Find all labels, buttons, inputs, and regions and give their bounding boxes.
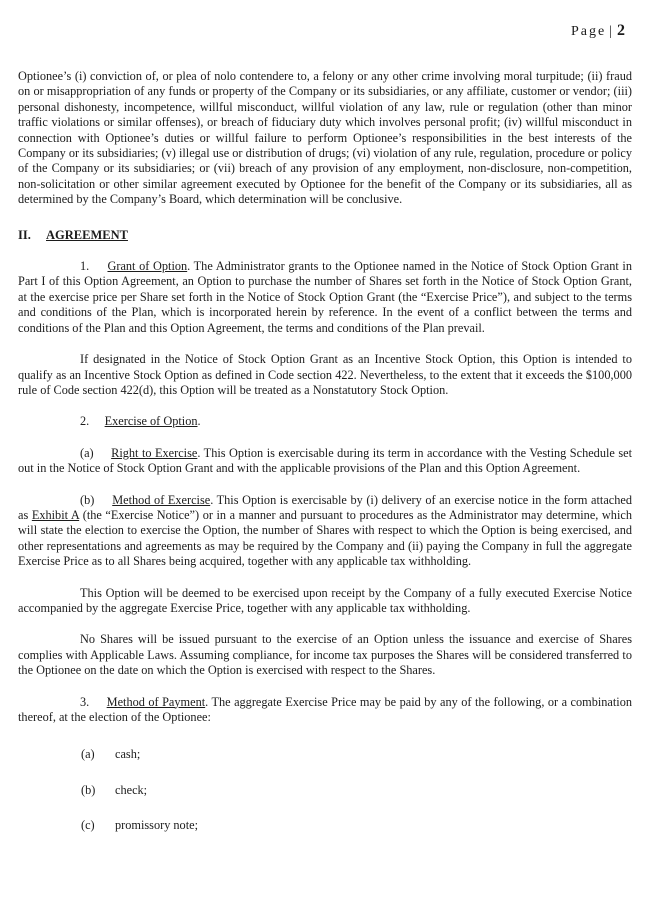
- item-text: . The Administrator grants to the Optionee named in the Notice of Stock Option Grant in Part I of this Option Agreement, an Option to purchase the number of Shares set forth in the Notice of Stock Option Grant, at the exercise price per Share set forth in the Notice of Stock Option Grant (the “Exercise Price”), and subject to the terms and conditions of the Plan, which is incorporated herein by reference. In the event of a conflict between the terms and conditions of the Plan and this Option Agreement, the terms and conditions of the Plan prevail.: [18, 259, 632, 335]
- payment-option-label: (b): [81, 782, 96, 797]
- payment-option-text: cash;: [115, 747, 141, 762]
- subitem-heading: Method of Exercise: [112, 492, 211, 507]
- item-number: 3.: [80, 694, 90, 709]
- subitem-label: (b): [80, 492, 95, 507]
- item-number: 1.: [80, 259, 90, 274]
- payment-option-text: check;: [115, 782, 148, 797]
- iso-paragraph: If designated in the Notice of Stock Option Grant as an Incentive Stock Option, this Option is intended to qualify as an Incentive Stock Option as defined in Code section 422. Nevertheless, to the extent that it exceeds the $100,000 rule of Code section 422(d), this Option will be treated as a Nonstatutory Stock Option.: [18, 352, 632, 397]
- page-separator: |: [609, 24, 614, 39]
- right-to-exercise-paragraph: [18, 446, 632, 477]
- subitem-text-continued: (the “Exercise Notice”) or in a manner and pursuant to procedures as the Administrator may determine, which will state the election to exercise the Option, the number of Shares with respect to which the Option is being exercised, and other representations and agreements as may be required by the Company and (ii) paying the Company in full the aggregate Exercise Price as to all Shares being acquired, together with any applicable tax withholding.: [18, 507, 632, 569]
- payment-option-text: promissory note;: [115, 818, 198, 833]
- method-of-exercise-paragraph: [18, 493, 632, 570]
- exercise-of-option-heading: [18, 414, 632, 429]
- subitem-label: (a): [80, 445, 94, 460]
- grant-of-option-paragraph: [18, 259, 632, 336]
- no-shares-paragraph: No Shares will be issued pursuant to the exercise of an Option unless the issuance and exercise of Shares complies with Applicable Laws. Assuming compliance, for income tax purposes the Shares will be considered transferred to the Optionee on the date on which the Option is exercised with respect to the Shares.: [18, 632, 632, 678]
- payment-option: [18, 783, 632, 798]
- section-heading: [18, 228, 632, 243]
- item-heading-period: .: [197, 414, 201, 429]
- item-number: 2.: [80, 414, 90, 429]
- intro-paragraph: Optionee’s (i) conviction of, or plea of nolo contendere to, a felony or any other crime involving moral turpitude; (ii) fraud on or misappropriation of any funds or property of the Company or its subsidiaries, or any affiliate, customer or vendor; (iii) personal dishonesty, incompetence, willful misconduct, willful violation of any law, rule or regulation (other than minor traffic violations or similar offenses), or breach of fiduciary duty which involves personal profit; (iv) willful misconduct in connection with Optionee’s duties or willful failure to perform Optionee’s responsibilities in the best interests of the Company or its subsidiaries; (v) illegal use or distribution of drugs; (vi) violation of any rule, regulation, procedure or policy of the Company or its subsidiaries; or (vii) breach of any provision of any employment, non-disclosure, non-competition, non-solicitation or other similar agreement executed by Optionee for the benefit of the Company or its subsidiaries, all as determined by the Company’s Board, which determination will be conclusive.: [18, 69, 632, 207]
- item-text: . The aggregate Exercise Price may be paid by any of the following, or a combination thereof, at the election of the Optionee:: [18, 694, 633, 724]
- item-heading: Method of Payment: [106, 694, 206, 709]
- subitem-text: . This Option is exercisable during its term in accordance with the Vesting Schedule set out in the Notice of Stock Option Grant and with the applicable provisions of the Plan and this Option Agreement.: [18, 445, 632, 476]
- page-label: Page: [570, 24, 607, 39]
- payment-option-label: (c): [81, 818, 95, 833]
- section-numeral: II.: [18, 227, 31, 242]
- document-body: [18, 69, 632, 834]
- page-header: [571, 22, 625, 40]
- payment-option: [18, 818, 632, 833]
- section-title: AGREEMENT: [46, 227, 128, 242]
- page-number: 2: [617, 22, 625, 39]
- item-heading: Grant of Option: [107, 259, 188, 274]
- payment-option: [18, 747, 632, 762]
- method-of-payment-paragraph: [18, 695, 632, 726]
- item-heading: Exercise of Option: [104, 414, 198, 429]
- subitem-text: . This Option is exercisable by (i) delivery of an exercise notice in the form attached as: [18, 492, 632, 522]
- subitem-heading: Right to Exercise: [111, 445, 198, 460]
- payment-option-label: (a): [81, 747, 95, 762]
- deemed-exercised-paragraph: This Option will be deemed to be exercised upon receipt by the Company of a fully executed Exercise Notice accompanied by the aggregate Exercise Price, together with any applicable tax withholding.: [18, 585, 632, 615]
- exhibit-reference: Exhibit A: [31, 507, 80, 522]
